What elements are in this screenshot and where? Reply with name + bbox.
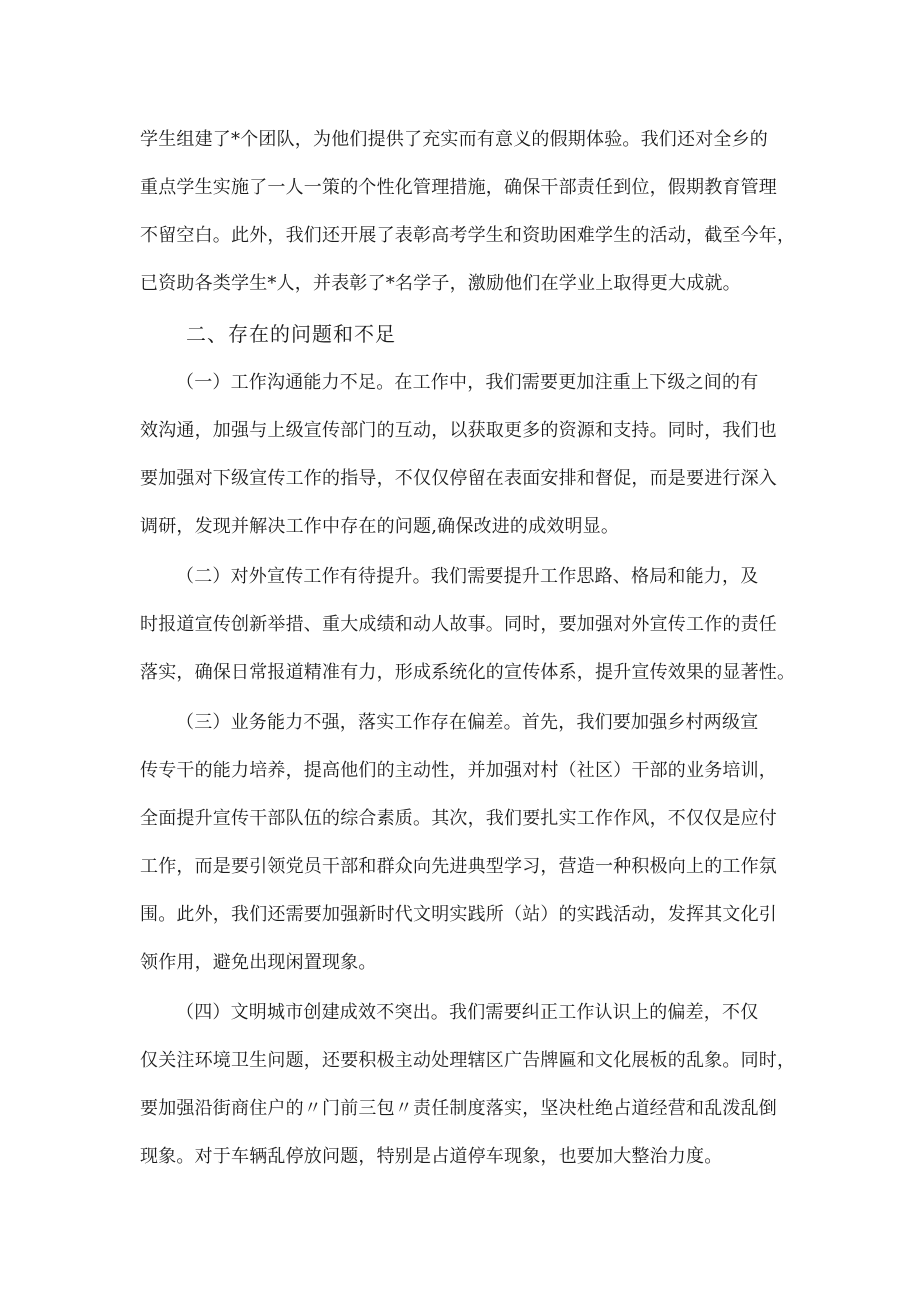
paragraph-4-line-4: 现象。对于车辆乱停放问题，特别是占道停车现象，也要加大整治力度。: [140, 1146, 723, 1167]
paragraph-3-line-6: 领作用，避免出现闲置现象。: [140, 952, 377, 973]
paragraph-3-line-3: 全面提升宣传干部队伍的综合素质。其次，我们要扎实工作作风，不仅仅是应付: [140, 808, 777, 829]
paragraph-2-line-3: 落实，确保日常报道精准有力，形成系统化的宣传体系，提升宣传效果的显著性。: [140, 662, 796, 683]
intro-line-1: 学生组建了*个团队，为他们提供了充实而有意义的假期体验。我们还对全乡的: [140, 129, 768, 150]
paragraph-1-line-1: （一）工作沟通能力不足。在工作中，我们需要更加注重上下级之间的有: [176, 372, 759, 393]
intro-line-3: 不留空白。此外，我们还开展了表彰高考学生和资助困难学生的活动，截至今年，: [140, 225, 796, 246]
paragraph-3-line-1: （三）业务能力不强，落实工作存在偏差。首先，我们要加强乡村两级宣: [176, 712, 759, 733]
paragraph-3-line-4: 工作，而是要引领党员干部和群众向先进典型学习，营造一种积极向上的工作氛: [140, 856, 777, 877]
paragraph-1-line-2: 效沟通，加强与上级宣传部门的互动，以获取更多的资源和支持。同时，我们也: [140, 420, 777, 441]
intro-line-4: 已资助各类学生*人，并表彰了*名学子，激励他们在学业上取得更大成就。: [140, 273, 741, 294]
paragraph-1-line-4: 调研，发现并解决工作中存在的问题,确保改进的成效明显。: [140, 516, 620, 537]
paragraph-2-line-2: 时报道宣传创新举措、重大成绩和动人故事。同时，要加强对外宣传工作的责任: [140, 614, 777, 635]
paragraph-3-line-5: 围。此外，我们还需要加强新时代文明实践所（站）的实践活动，发挥其文化引: [140, 904, 777, 925]
paragraph-4-line-1: （四）文明城市创建成效不突出。我们需要纠正工作认识上的偏差，不仅: [176, 1002, 759, 1023]
paragraph-4-line-3: 要加强沿街商住户的〃门前三包〃责任制度落实，坚决杜绝占道经营和乱泼乱倒: [140, 1098, 777, 1119]
paragraph-2-line-1: （二）对外宣传工作有待提升。我们需要提升工作思路、格局和能力，及: [176, 566, 759, 587]
paragraph-3-line-2: 传专干的能力培养，提高他们的主动性，并加强对村（社区）干部的业务培训，: [140, 760, 777, 781]
intro-line-2: 重点学生实施了一人一策的个性化管理措施，确保干部责任到位，假期教育管理: [140, 177, 777, 198]
paragraph-4-line-2: 仅关注环境卫生问题，还要积极主动处理辖区广告牌匾和文化展板的乱象。同时，: [140, 1050, 796, 1071]
paragraph-1-line-3: 要加强对下级宣传工作的指导，不仅仅停留在表面安排和督促，而是要进行深入: [140, 468, 777, 489]
section-heading: 二、存在的问题和不足: [186, 322, 396, 346]
